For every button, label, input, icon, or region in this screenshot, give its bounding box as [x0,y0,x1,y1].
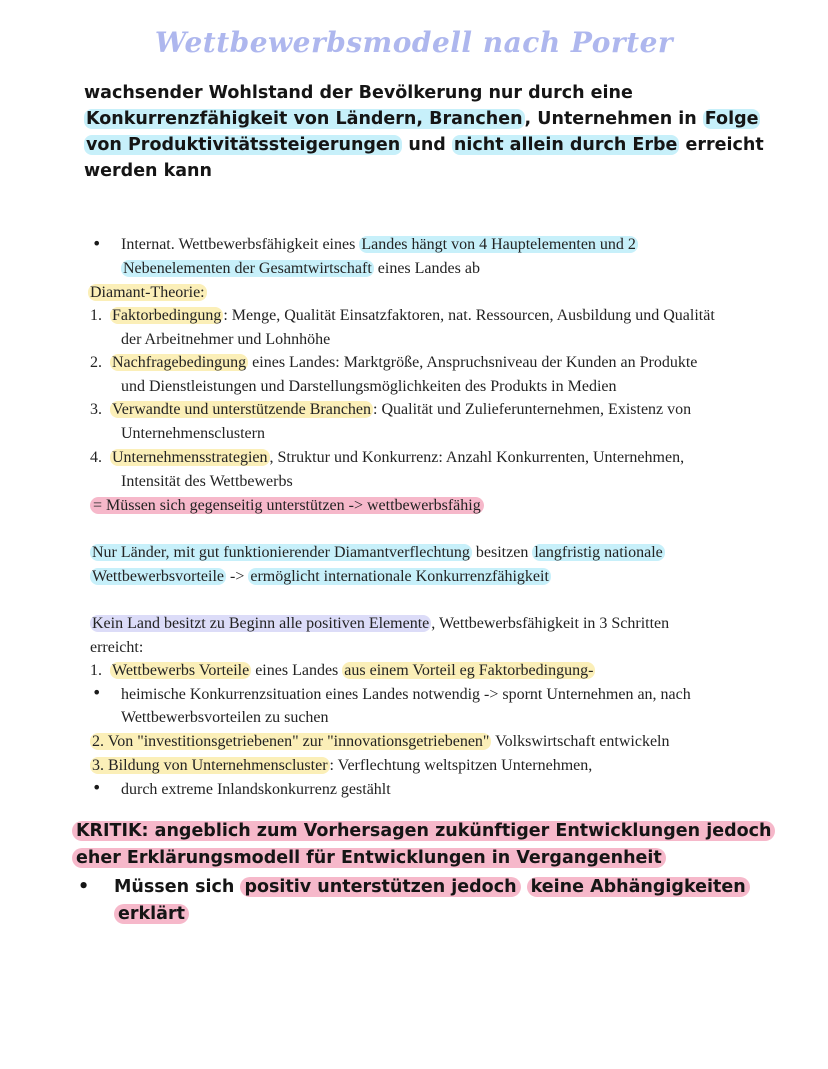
bullet-icon: • [92,234,102,253]
text: eines Landes: Marktgröße, Anspruchsniveau der Kunden an Produkte [248,354,698,371]
element-line [90,351,697,375]
step-line: heimische Konkurrenzsituation eines Landes notwendig -> spornt Unternehmen an, nach [121,686,691,703]
text: Volkswirtschaft entwickeln [491,733,670,750]
intro-text: erreicht werden kann [84,135,764,181]
text: : Menge, Qualität Einsatzfaktoren, nat. Ressourcen, Ausbildung und Qualität [223,307,715,324]
highlight-yellow: Nachfragebedingung [112,354,247,371]
critique-bullet [72,874,772,928]
highlight-yellow: 3. Bildung von Unternehmenscluster [92,757,328,774]
text: : Qualität und Zulieferunternehmen, Existenz von [373,401,692,418]
element-number: 3. [90,401,102,418]
element-line: und Dienstleistungen und Darstellungsmöglichkeiten des Produkts in Medien [121,378,617,395]
text: : Verflechtung weltspitzen Unternehmen, [329,757,593,774]
step-line [90,659,595,683]
step-number: 1. [90,662,102,679]
highlight-yellow: Diamant-Theorie: [90,284,205,301]
intro-text: und [402,135,452,155]
intro-paragraph [84,80,764,184]
highlight-purple: Kein Land besitzt zu Beginn alle positiven Elemente [92,615,430,632]
intro-text: , Unternehmen in [524,109,697,129]
highlight-pink: positiv unterstützen jedoch [240,877,520,897]
highlight-yellow: Verwandte und unterstützende Branchen [112,401,372,418]
highlight-yellow: Wettbewerbs Vorteile [112,662,250,679]
step-line [90,754,592,778]
step-line [90,730,670,754]
highlight-yellow: 2. Von "investitionsgetriebenen" zur "innovationsgetriebenen" [92,733,490,750]
text: , Struktur und Konkurrenz: Anzahl Konkurrenten, Unternehmen, [269,449,685,466]
highlight-blue: ermöglicht internationale Konkurrenzfähigkeit [250,568,549,585]
element-number: 2. [90,354,102,371]
bullet-icon: • [92,683,102,702]
text: eines Landes ab [373,260,480,277]
critique-block [72,818,772,928]
highlight-blue: Konkurrenzfähigkeit von Ländern, Branchen [86,109,523,129]
text: Internat. Wettbewerbsfähigkeit eines [121,236,356,253]
bullet-icon: • [78,877,90,897]
conclusion-line [90,494,484,518]
highlight-yellow: Faktorbedingung [112,307,222,324]
highlight-yellow: aus einem Vorteil eg Faktorbedingung- [344,662,594,679]
text: -> [226,568,249,585]
element-number: 1. [90,307,102,324]
element-line: Intensität des Wettbewerbs [121,473,293,490]
element-line [90,398,691,422]
highlight-blue: langfristig nationale [534,544,663,561]
paragraph-line: erreicht: [90,639,144,656]
text: besitzen [471,544,533,561]
page-title: Wettbewerbsmodell nach Porter [154,26,674,59]
text: Müssen sich [114,877,241,897]
paragraph-line [90,612,669,636]
element-line [90,304,715,328]
highlight-blue: Nur Länder, mit gut funktionierender Diamantverflechtung [92,544,470,561]
element-line: Unternehmensclustern [121,425,265,442]
element-line: der Arbeitnehmer und Lohnhöhe [121,331,331,348]
paragraph-line [90,541,665,565]
highlight-blue: Nebenelementen der Gesamtwirtschaft [123,260,372,277]
bullet-line [121,257,480,281]
highlight-blue: nicht allein durch Erbe [453,135,678,155]
highlight-blue: Folge von Produktivitätssteigerungen [86,109,759,155]
highlight-blue: Wettbewerbsvorteile [92,568,224,585]
paragraph-line [90,565,551,589]
diamond-heading [88,281,207,305]
text [521,877,527,897]
highlight-yellow: Unternehmensstrategien [112,449,268,466]
highlight-pink: KRITIK: angeblich zum Vorhersagen zukünftiger Entwicklungen jedoch eher Erklärungsmodell für Entwicklungen in Vergangenheit [72,821,775,868]
text: , Wettbewerbsfähigkeit in 3 Schritten [431,615,670,632]
step-line: durch extreme Inlandskonkurrenz gestählt [121,781,391,798]
element-number: 4. [90,449,102,466]
highlight-pink: = Müssen sich gegenseitig unterstützen -> wettbewerbsfähig [90,497,484,514]
intro-text: wachsender Wohlstand der Bevölkerung nur durch eine [84,83,633,103]
element-line [90,446,684,470]
critique-line [72,818,772,872]
bullet-line [121,233,638,257]
text: eines Landes [251,662,343,679]
bullet-icon: • [92,778,102,797]
step-line: Wettbewerbsvorteilen zu suchen [121,709,329,726]
highlight-pink: keine Abhängigkeiten erklärt [114,877,750,924]
highlight-blue: Landes hängt von 4 Hauptelementen und 2 [361,236,636,253]
